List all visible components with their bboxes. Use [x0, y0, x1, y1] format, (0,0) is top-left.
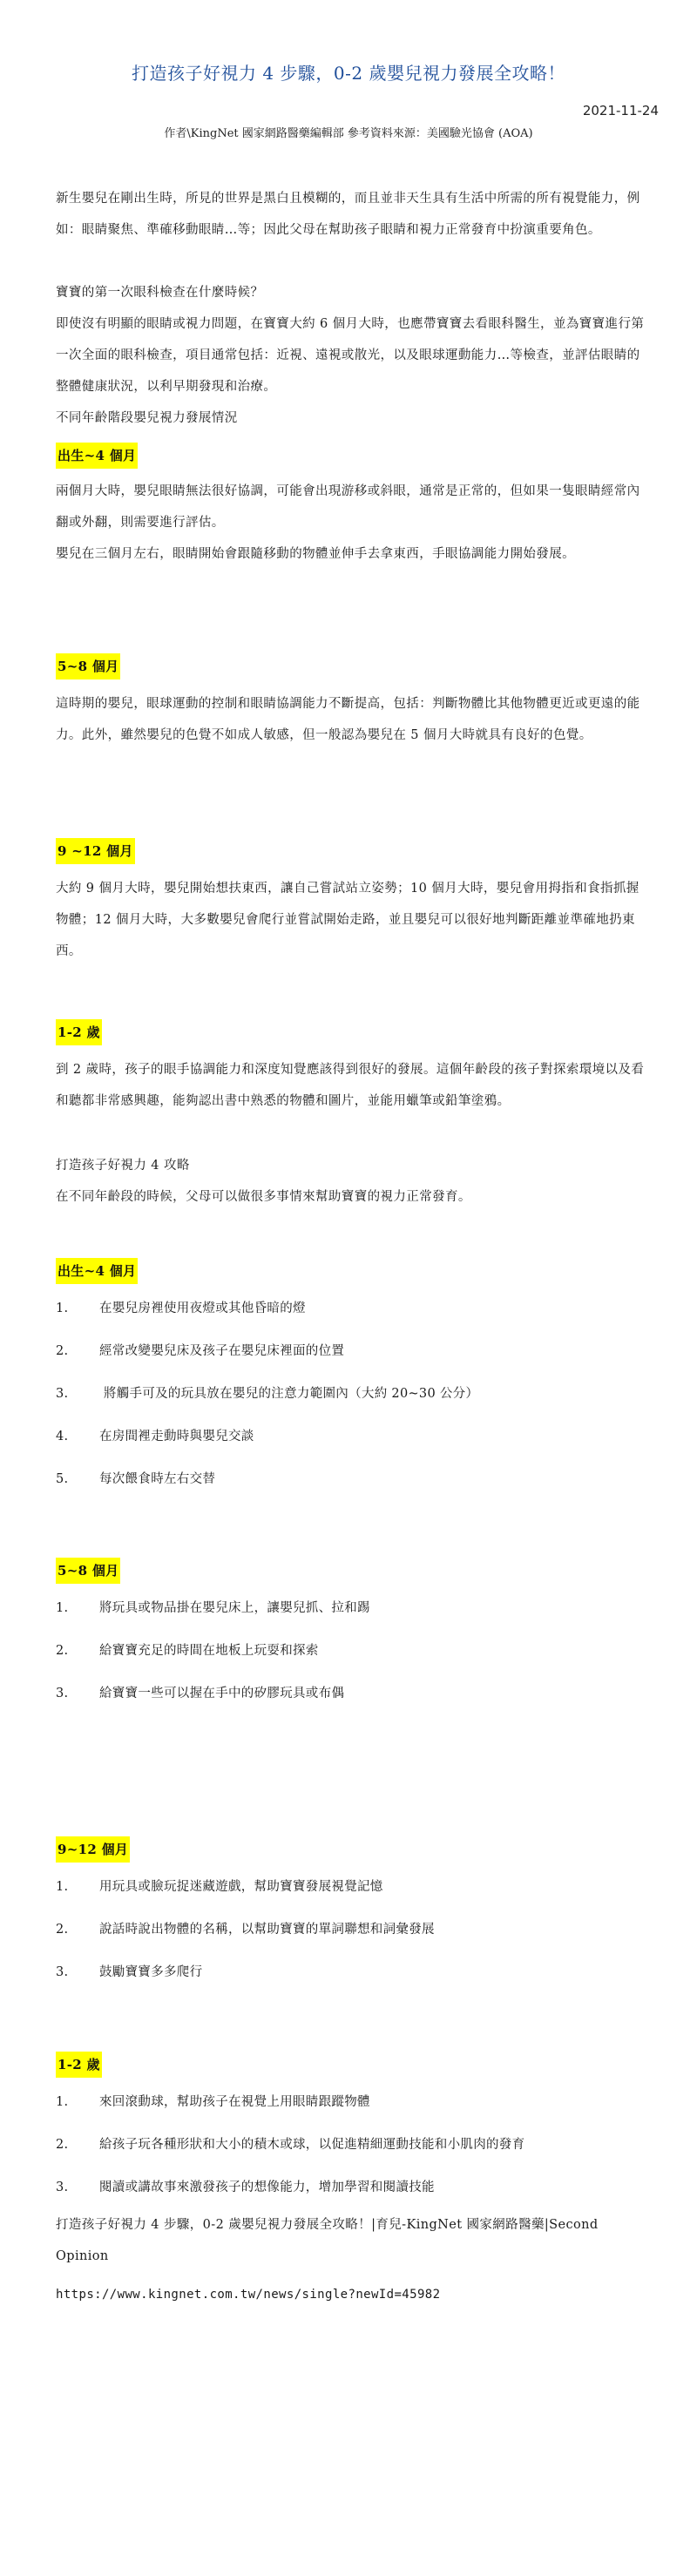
tip-group-label: 1-2 歲 [56, 2052, 102, 2078]
list-item [56, 1295, 657, 1322]
list-number: 1. [56, 1880, 69, 1894]
publish-date: 2021-11-24 [582, 103, 659, 118]
list-item [56, 1874, 657, 1900]
list-number: 2. [56, 1344, 69, 1358]
list-text: 用玩具或臉玩捉迷藏遊戲，幫助寶寶發展視覺記憶 [99, 1880, 383, 1894]
list-item [56, 1381, 657, 1407]
list-item [56, 1423, 657, 1450]
intro-paragraph: 新生嬰兒在剛出生時，所見的世界是黑白且模糊的，而且並非天生具有生活中所需的所有視覺能力，例如：眼睛聚焦、準確移動眼睛…等；因此父母在幫助孩子眼睛和視力正常發育中扮演重要角色。 [56, 192, 640, 237]
list-text: 給寶寶充足的時間在地板上玩耍和探索 [99, 1644, 319, 1658]
list-item [56, 2132, 657, 2158]
byline: 作者\KingNet 國家網路醫藥編輯部 參考資料來源：美國驗光協會 (AOA) [164, 127, 533, 140]
list-number: 3. [56, 1687, 69, 1700]
list-number: 2. [56, 1644, 69, 1658]
list-number: 1. [56, 1601, 69, 1615]
list-item [56, 1638, 657, 1664]
list-item [56, 1680, 657, 1707]
list-text: 給孩子玩各種形狀和大小的積木或球，以促進精細運動技能和小肌肉的發育 [99, 2138, 525, 2152]
list-number: 5. [56, 1472, 69, 1486]
tip-group-label: 5~8 個月 [56, 1558, 120, 1584]
list-item [56, 1338, 657, 1364]
list-text: 在嬰兒房裡使用夜燈或其他昏暗的燈 [99, 1302, 306, 1315]
stage-label: 9 ~12 個月 [56, 838, 135, 864]
list-number: 1. [56, 1302, 69, 1315]
list-text: 將玩具或物品掛在嬰兒床上，讓嬰兒抓、拉和踢 [99, 1601, 370, 1615]
list-item [56, 2174, 657, 2201]
list-number: 1. [56, 2095, 69, 2109]
strategy-heading: 打造孩子好視力 4 攻略 [56, 1159, 190, 1173]
list-number: 2. [56, 2138, 69, 2152]
stage-paragraph: 這時期的嬰兒，眼球運動的控制和眼睛協調能力不斷提高，包括：判斷物體比其他物體更近或更遠的能力。此外，雖然嬰兒的色覺不如成人敏感，但一般認為嬰兒在 5 個月大時就具有良好的色覺。 [56, 697, 640, 742]
article-title: 打造孩子好視力 4 步驟，0-2 歲嬰兒視力發展全攻略！ [131, 63, 565, 84]
stage-paragraph: 到 2 歲時，孩子的眼手協調能力和深度知覺應該得到很好的發展。這個年齡段的孩子對探索環境以及看和聽都非常感興趣，能夠認出書中熟悉的物體和圖片，並能用蠟筆或鉛筆塗鴉。 [56, 1063, 645, 1108]
list-text: 在房間裡走動時與嬰兒交談 [99, 1430, 254, 1444]
list-text: 說話時說出物體的名稱，以幫助寶寶的單詞聯想和詞彙發展 [99, 1923, 435, 1937]
list-item [56, 1959, 657, 1985]
list-number: 3. [56, 1965, 69, 1979]
strategy-intro: 在不同年齡段的時候，父母可以做很多事情來幫助寶寶的視力正常發育。 [56, 1190, 471, 1204]
stage-paragraph: 大約 9 個月大時，嬰兒開始想扶東西，讓自己嘗試站立姿勢；10 個月大時，嬰兒會用拇指和食指抓握物體；12 個月大時，大多數嬰兒會爬行並嘗試開始走路，並且嬰兒可以很好地判斷距離並準確地扔東西。 [56, 882, 639, 958]
first-exam-answer: 即使沒有明顯的眼睛或視力問題，在寶寶大約 6 個月大時，也應帶寶寶去看眼科醫生，並為寶寶進行第一次全面的眼科檢查，項目通常包括：近視、遠視或散光，以及眼球運動能力…等檢查，並評估眼睛的整體健康狀況，以利早期發現和治療。 [56, 317, 645, 394]
list-item [56, 1466, 657, 1492]
list-text: 將觸手可及的玩具放在嬰兒的注意力範圍內（大約 20~30 公分） [99, 1387, 479, 1401]
stage-label: 1-2 歲 [56, 1019, 102, 1045]
stage-paragraph: 嬰兒在三個月左右，眼睛開始會跟隨移動的物體並伸手去拿東西，手眼協調能力開始發展。 [56, 547, 575, 561]
stages-heading: 不同年齡階段嬰兒視力發展情況 [56, 411, 238, 425]
source-url[interactable]: https://www.kingnet.com.tw/news/single?newId=45982 [56, 2288, 441, 2302]
list-number: 2. [56, 1923, 69, 1937]
list-number: 3. [56, 2180, 69, 2194]
list-number: 4. [56, 1430, 69, 1444]
tip-group-label: 出生~4 個月 [56, 1258, 138, 1284]
list-text: 經常改變嬰兒床及孩子在嬰兒床裡面的位置 [99, 1344, 345, 1358]
stage-label: 出生~4 個月 [56, 443, 138, 469]
list-item [56, 1917, 657, 1943]
list-text: 閱讀或講故事來激發孩子的想像能力，增加學習和閱讀技能 [99, 2180, 435, 2194]
source-title: 打造孩子好視力 4 步驟，0-2 歲嬰兒視力發展全攻略！|育兒-KingNet 國家網路醫藥|Second Opinion [56, 2218, 599, 2263]
list-item [56, 2089, 657, 2115]
first-exam-question: 寶寶的第一次眼科檢查在什麼時候？ [56, 286, 264, 300]
list-text: 每次餵食時左右交替 [99, 1472, 216, 1486]
list-text: 鼓勵寶寶多多爬行 [99, 1965, 203, 1979]
list-text: 給寶寶一些可以握在手中的矽膠玩具或布偶 [99, 1687, 345, 1700]
stage-paragraph: 兩個月大時，嬰兒眼睛無法很好協調，可能會出現游移或斜眼，通常是正常的，但如果一隻眼睛經常內翻或外翻，則需要進行評估。 [56, 484, 640, 530]
list-text: 來回滾動球，幫助孩子在視覺上用眼睛跟蹤物體 [99, 2095, 370, 2109]
list-number: 3. [56, 1387, 69, 1401]
list-item [56, 1595, 657, 1621]
stage-label: 5~8 個月 [56, 653, 120, 679]
tip-group-label: 9~12 個月 [56, 1836, 130, 1863]
